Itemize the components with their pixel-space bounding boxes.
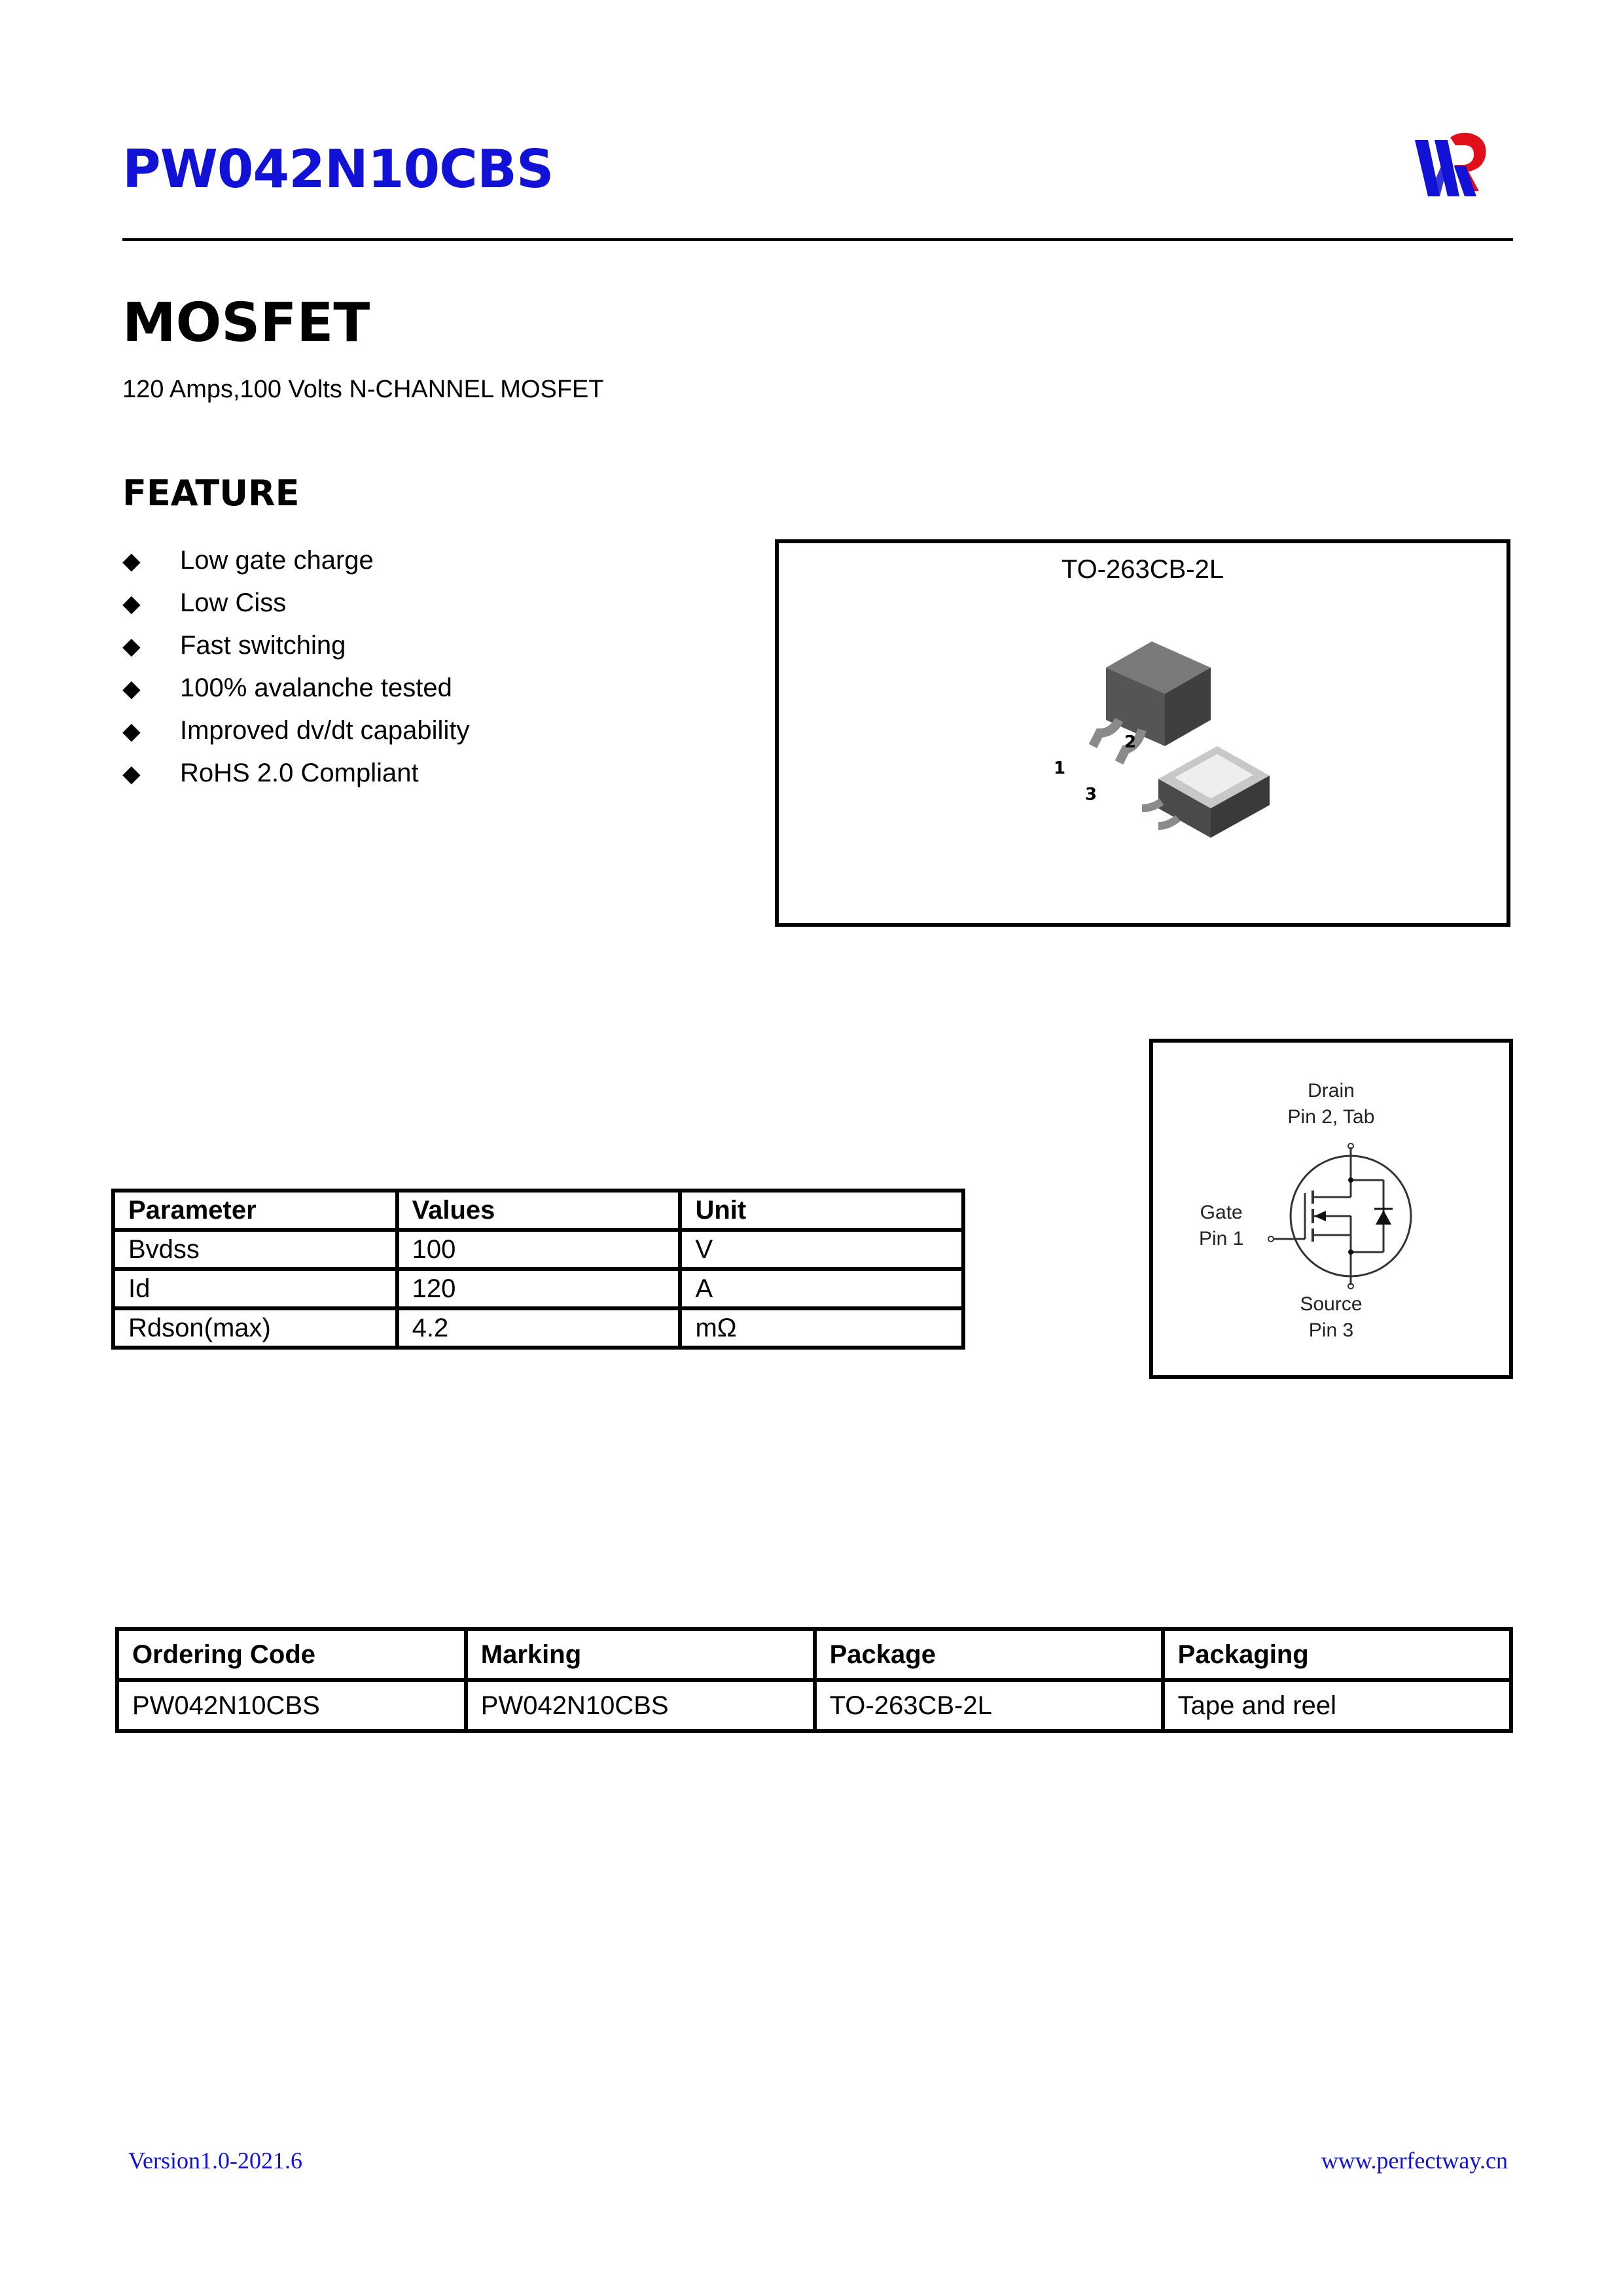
- feature-item: [122, 582, 469, 624]
- source-pin-text: Pin 3: [1308, 1319, 1354, 1341]
- diamond-bullet-icon: ◆: [122, 547, 141, 574]
- mosfet-symbol-icon: [1264, 1141, 1421, 1291]
- table-header-row: [113, 1191, 963, 1230]
- table-cell: A: [680, 1269, 963, 1308]
- table-row: [117, 1680, 1511, 1731]
- table-header-cell: Ordering Code: [117, 1629, 466, 1680]
- table-cell: Bvdss: [113, 1230, 397, 1269]
- feature-item: [122, 539, 469, 582]
- pin-number: 2: [1124, 732, 1137, 752]
- package-drawing: [1027, 622, 1302, 844]
- diamond-bullet-icon: ◆: [122, 717, 141, 744]
- source-label: [1153, 1291, 1509, 1344]
- feature-heading: FEATURE: [122, 473, 300, 514]
- table-header-cell: Package: [815, 1629, 1163, 1680]
- diamond-bullet-icon: ◆: [122, 759, 141, 787]
- feature-text: RoHS 2.0 Compliant: [180, 759, 419, 787]
- table-cell: PW042N10CBS: [466, 1680, 815, 1731]
- product-heading: MOSFET: [122, 292, 370, 354]
- gate-label: [1199, 1200, 1243, 1252]
- drain-pin-text: Pin 2, Tab: [1287, 1106, 1375, 1128]
- company-logo: [1408, 126, 1500, 204]
- feature-text: Low Ciss: [180, 588, 287, 617]
- feature-item: [122, 667, 469, 709]
- gate-text: Gate: [1200, 1202, 1243, 1223]
- table-cell: mΩ: [680, 1308, 963, 1348]
- gate-pin-text: Pin 1: [1199, 1228, 1244, 1249]
- spec-table: [111, 1189, 965, 1350]
- table-cell: 100: [397, 1230, 681, 1269]
- feature-text: Low gate charge: [180, 546, 374, 575]
- drain-label: [1153, 1078, 1509, 1130]
- source-text: Source: [1300, 1293, 1363, 1315]
- table-cell: 120: [397, 1269, 681, 1308]
- product-subtitle: 120 Amps,100 Volts N-CHANNEL MOSFET: [122, 376, 604, 403]
- table-header-cell: Marking: [466, 1629, 815, 1680]
- table-header-cell: Packaging: [1163, 1629, 1511, 1680]
- header-divider: [122, 238, 1513, 241]
- feature-text: Improved dv/dt capability: [180, 716, 470, 745]
- footer-website-link[interactable]: www.perfectway.cn: [1321, 2147, 1508, 2174]
- part-number-title: PW042N10CBS: [122, 139, 554, 200]
- table-cell: Id: [113, 1269, 397, 1308]
- pin-number: 3: [1085, 785, 1097, 804]
- table-cell: Tape and reel: [1163, 1680, 1511, 1731]
- table-cell: V: [680, 1230, 963, 1269]
- table-row: [113, 1230, 963, 1269]
- table-cell: PW042N10CBS: [117, 1680, 466, 1731]
- feature-item: [122, 709, 469, 752]
- feature-text: Fast switching: [180, 631, 346, 660]
- diamond-bullet-icon: ◆: [122, 632, 141, 659]
- mosfet-symbol-box: [1149, 1039, 1513, 1379]
- feature-item: [122, 752, 469, 795]
- ordering-table: [115, 1627, 1513, 1733]
- table-cell: Rdson(max): [113, 1308, 397, 1348]
- table-row: [113, 1269, 963, 1308]
- table-header-cell: Unit: [680, 1191, 963, 1230]
- package-label: TO-263CB-2L: [1061, 555, 1224, 584]
- table-row: [113, 1308, 963, 1348]
- footer-version: Version1.0-2021.6: [128, 2147, 302, 2174]
- drain-text: Drain: [1308, 1080, 1355, 1102]
- table-header-cell: Parameter: [113, 1191, 397, 1230]
- feature-item: [122, 624, 469, 667]
- feature-list: [122, 539, 469, 795]
- package-figure-box: [775, 539, 1510, 927]
- feature-text: 100% avalanche tested: [180, 673, 452, 702]
- diamond-bullet-icon: ◆: [122, 674, 141, 702]
- table-cell: 4.2: [397, 1308, 681, 1348]
- diamond-bullet-icon: ◆: [122, 589, 141, 617]
- table-header-row: [117, 1629, 1511, 1680]
- table-cell: TO-263CB-2L: [815, 1680, 1163, 1731]
- pin-number: 1: [1054, 759, 1066, 778]
- table-header-cell: Values: [397, 1191, 681, 1230]
